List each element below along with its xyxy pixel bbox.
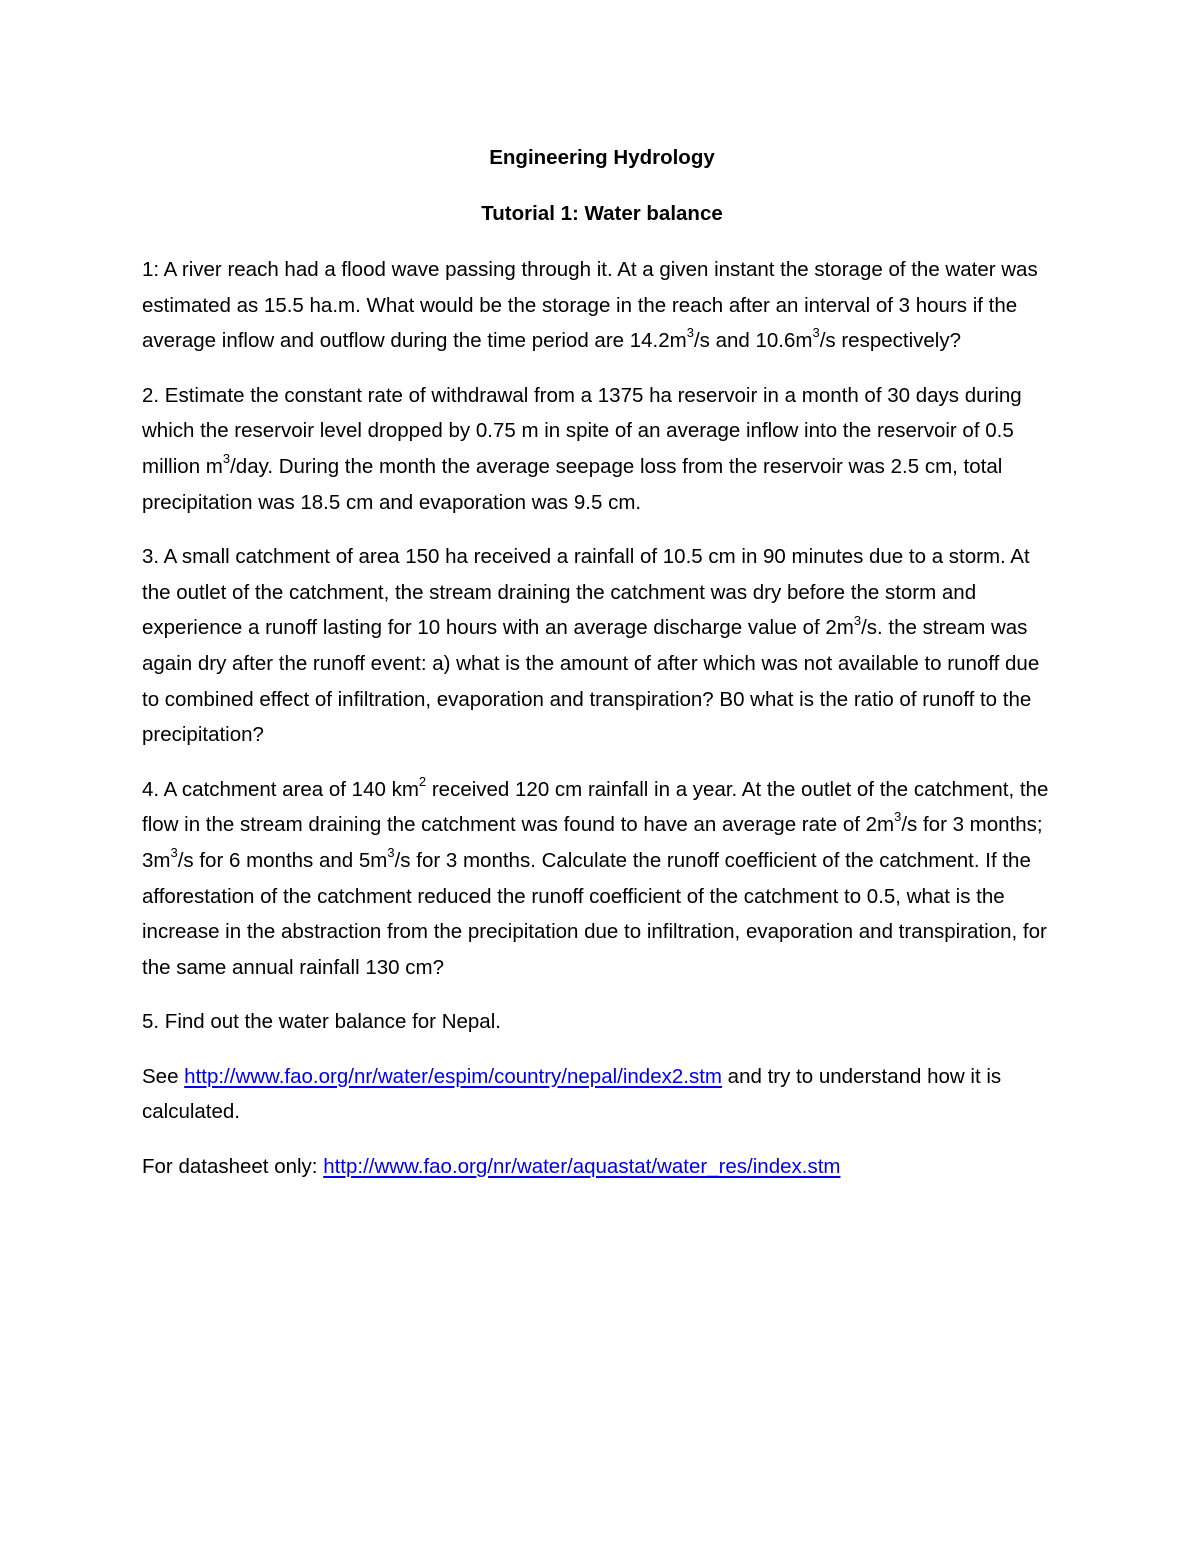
question-4-sup-1: 2 [418, 773, 427, 789]
question-4-sup-2: 3 [894, 809, 902, 825]
question-4-text-d: /s for 6 months and 5m [177, 848, 388, 872]
question-2-text-b: /day. During the month the average seepage loss from the reservoir was 2.5 cm, total precipitation was 18.5 cm and evaporation was 9.5 cm. [142, 454, 1003, 514]
question-3-text-b: /s. the stream was again dry after the runoff event: a) what is the amount of after which was not available to runoff due to combined effect of infiltration, evaporation and transpiration? B0 what is the ratio of runoff to the precipitation? [142, 616, 1040, 747]
question-2-sup-1: 3 [222, 451, 231, 467]
question-5-text: 5. Find out the water balance for Nepal. [142, 1010, 501, 1034]
question-4-text-e: /s for 3 months. Calculate the runoff coefficient of the catchment. If the afforestation of the catchment reduced the runoff coefficient of the catchment to 0.5, what is the increase in the abstraction from the precipitation due to infiltration, evaporation and transpiration, for the same annual rainfall 130 cm? [142, 848, 1047, 979]
question-1-sup-2: 3 [812, 325, 820, 341]
document-page [142, 140, 1062, 1204]
fao-aquastat-link[interactable]: http://www.fao.org/nr/water/aquastat/water_res/index.stm [323, 1155, 841, 1179]
see-suffix: and try to understand how it is calculated. [142, 1064, 1002, 1124]
question-2-text-a: 2. Estimate the constant rate of withdrawal from a 1375 ha reservoir in a month of 30 days during which the reservoir level dropped by 0.75 m in spite of an average inflow into the reservoir of 0.5 million m [142, 383, 1022, 478]
datasheet-prefix: For datasheet only: [142, 1155, 324, 1179]
question-1-text-c: /s respectively? [819, 329, 961, 353]
question-1-text-b: /s and 10.6m [693, 329, 813, 353]
question-4 [142, 772, 1062, 986]
question-1-sup-1: 3 [686, 325, 694, 341]
question-4-sup-4: 3 [387, 845, 395, 861]
question-1 [142, 252, 1062, 359]
question-3 [142, 539, 1062, 753]
question-4-text-a: 4. A catchment area of 140 km [142, 777, 419, 801]
see-prefix: See [142, 1064, 185, 1088]
see-paragraph [142, 1059, 1062, 1130]
question-3-sup-1: 3 [853, 612, 862, 628]
datasheet-paragraph [142, 1149, 1062, 1185]
fao-nepal-link[interactable]: http://www.fao.org/nr/water/espim/country/nepal/index2.stm [184, 1064, 722, 1088]
question-1-text-a: 1: A river reach had a flood wave passing through it. At a given instant the storage of the water was estimated as 15.5 ha.m. What would be the storage in the reach after an interval of 3 hours if the average inflow and outflow during the time period are 14.2m [142, 258, 1038, 353]
document-subtitle: Tutorial 1: Water balance [481, 202, 723, 225]
question-3-text-a: 3. A small catchment of area 150 ha received a rainfall of 10.5 cm in 90 minutes due to a storm. At the outlet of the catchment, the stream draining the catchment was dry before the storm and experience a runoff lasting for 10 hours with an average discharge value of 2m [142, 545, 1030, 640]
question-4-sup-3: 3 [170, 845, 178, 861]
question-4-text-c: /s for 3 months; 3m [142, 813, 1043, 872]
question-5 [142, 1004, 1062, 1040]
question-2 [142, 378, 1062, 520]
question-4-text-b: received 120 cm rainfall in a year. At the outlet of the catchment, the flow in the stream draining the catchment was found to have an average rate of 2m [142, 777, 1049, 837]
document-title: Engineering Hydrology [489, 146, 715, 169]
